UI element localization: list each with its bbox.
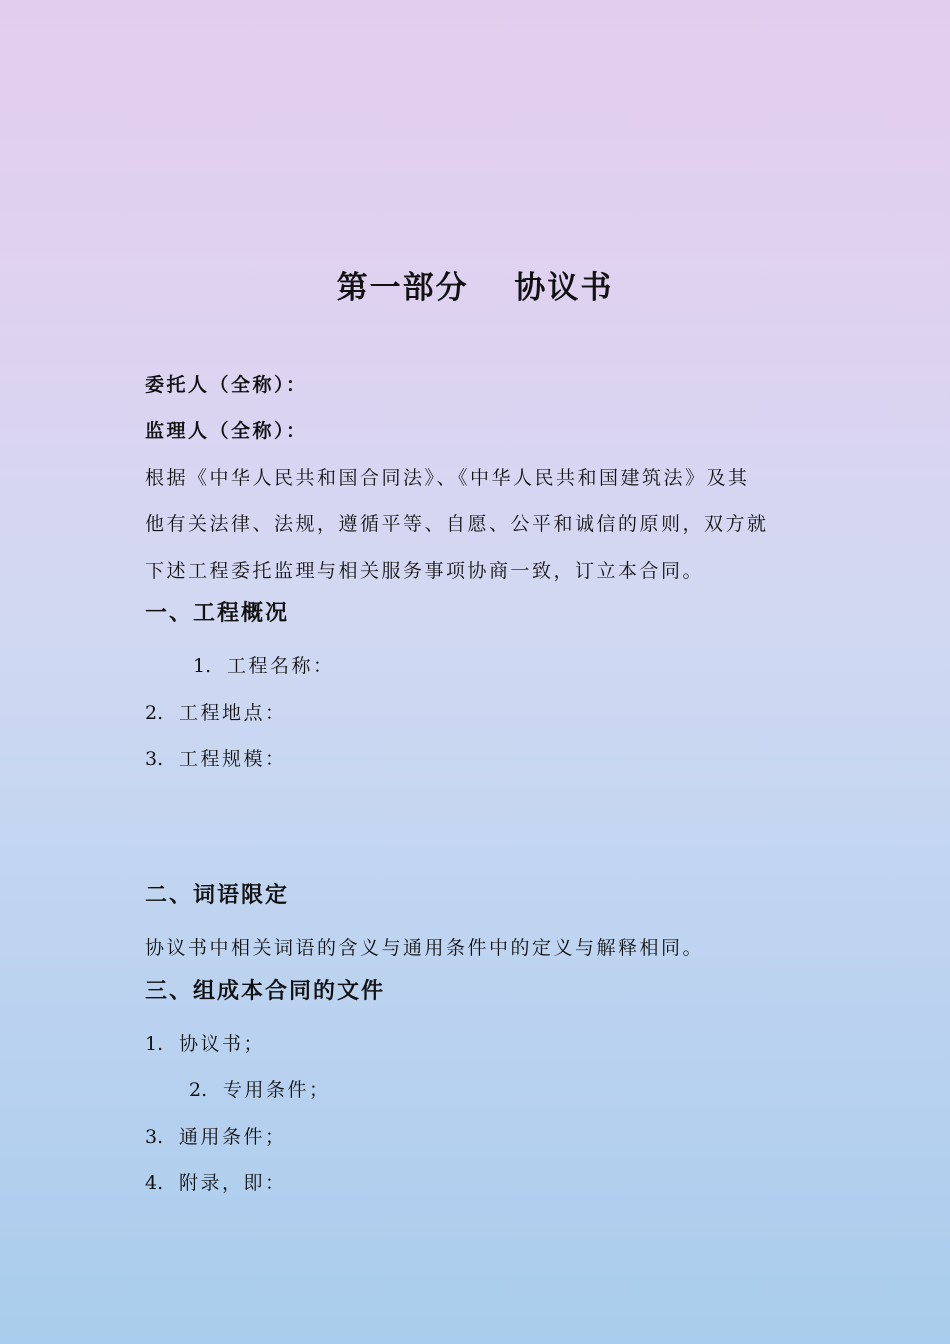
list-item xyxy=(145,698,287,725)
list-item xyxy=(145,1122,287,1149)
section-2-heading: 二、词语限定 xyxy=(145,882,290,908)
list-item xyxy=(145,1029,265,1056)
list-item-number: 2. xyxy=(189,1079,208,1101)
supervisor-label: 监理人（全称）： xyxy=(145,420,308,442)
list-item-number: 3. xyxy=(145,748,164,770)
page-title: 第一部分 协议书 xyxy=(336,270,614,306)
list-item-number: 1. xyxy=(145,1033,164,1055)
list-item-text: 工程地点： xyxy=(179,702,287,724)
list-item-number: 4. xyxy=(145,1172,164,1194)
section-1-heading: 一、工程概况 xyxy=(145,600,290,626)
list-item xyxy=(193,651,335,678)
list-item-text: 工程规模： xyxy=(179,748,287,770)
list-item-number: 2. xyxy=(145,702,164,724)
list-item-text: 工程名称： xyxy=(227,655,335,677)
list-item-text: 专用条件； xyxy=(223,1079,331,1101)
client-label: 委托人（全称）： xyxy=(145,374,308,396)
list-item-number: 1. xyxy=(193,655,212,677)
section-3-heading: 三、组成本合同的文件 xyxy=(145,978,386,1004)
list-item-number: 3. xyxy=(145,1126,164,1148)
preamble-line-2: 他有关法律、法规，遵循平等、自愿、公平和诚信的原则，双方就 xyxy=(145,513,769,535)
list-item-text: 协议书； xyxy=(179,1033,266,1055)
section-2-body: 协议书中相关词语的含义与通用条件中的定义与解释相同。 xyxy=(145,937,705,959)
list-item xyxy=(145,1168,287,1195)
list-item-text: 附录，即： xyxy=(179,1172,287,1194)
list-item xyxy=(145,744,287,771)
preamble-line-3: 下述工程委托监理与相关服务事项协商一致，订立本合同。 xyxy=(145,560,705,582)
preamble-line-1: 根据《中华人民共和国合同法》、《中华人民共和国建筑法》及其 xyxy=(145,467,750,489)
list-item xyxy=(189,1075,331,1102)
list-item-text: 通用条件； xyxy=(179,1126,287,1148)
